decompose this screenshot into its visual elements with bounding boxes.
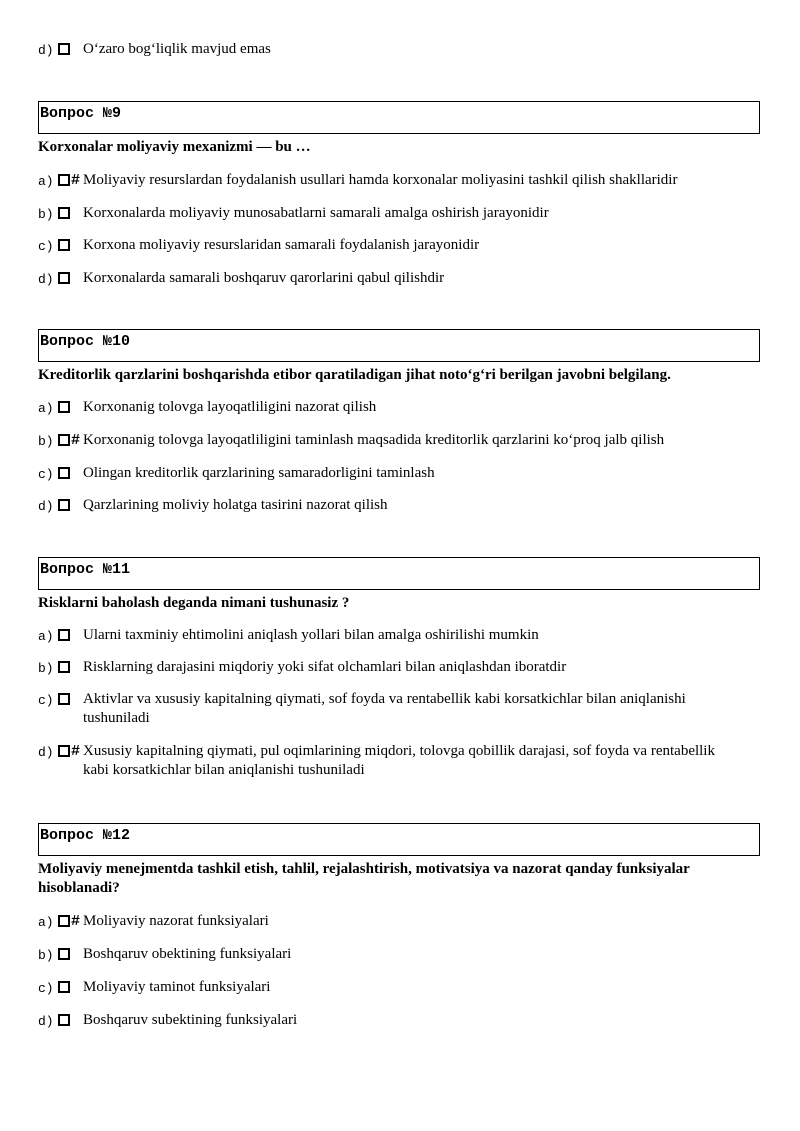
question-header xyxy=(38,823,760,856)
question-number: Вопрос №12 xyxy=(40,827,131,844)
checkbox-icon[interactable] xyxy=(58,661,70,673)
option-text: Risklarning darajasini miqdoriy yoki sifat olchamlari bilan aniqlashdan iboratdir xyxy=(83,659,567,675)
checkbox-icon[interactable] xyxy=(58,1014,70,1026)
option-text: Korxonanig tolovga layoqatliligini nazorat qilish xyxy=(83,399,377,415)
option-letter: b) xyxy=(38,434,54,449)
question-header xyxy=(38,329,760,362)
question-text: Kreditorlik qarzlarini boshqarishda etibor qaratiladigan jihat noto‘g‘ri berilgan javobni belgilang. xyxy=(38,367,671,383)
checkbox-icon[interactable] xyxy=(58,174,70,186)
checkbox-icon[interactable] xyxy=(58,629,70,641)
question-text: Moliyaviy menejmentda tashkil etish, tahlil, rejalashtirish, motivatsiya va nazorat qanday funksiyalar hisoblanadi? xyxy=(38,861,690,896)
checkbox-icon[interactable] xyxy=(58,981,70,993)
question-number: Вопрос №11 xyxy=(40,561,131,578)
option-letter: a) xyxy=(38,174,54,189)
option-text: Aktivlar va xususiy kapitalning qiymati, sof foyda va rentabellik kabi korsatkichlar bilan aniqlanishi tushuniladi xyxy=(83,691,686,726)
option-letter: c) xyxy=(38,239,54,254)
option-text: Korxonalarda samarali boshqaruv qarorlarini qabul qilishdir xyxy=(83,270,445,286)
question-header xyxy=(38,557,760,590)
option-text: Korxonalarda moliyaviy munosabatlarni samarali amalga oshirish jarayonidir xyxy=(83,205,549,221)
option-letter: a) xyxy=(38,629,54,644)
question-header xyxy=(38,101,760,134)
correct-mark: # xyxy=(71,432,81,449)
checkbox-icon[interactable] xyxy=(58,207,70,219)
correct-mark: # xyxy=(71,743,81,760)
option-letter: d) xyxy=(38,272,54,287)
option-text: Moliyaviy nazorat funksiyalari xyxy=(83,913,269,929)
checkbox-icon[interactable] xyxy=(58,434,70,446)
correct-mark: # xyxy=(71,913,81,930)
option-letter: c) xyxy=(38,981,54,996)
question-number: Вопрос №10 xyxy=(40,333,131,350)
option-letter: d) xyxy=(38,1014,54,1029)
option-letter: b) xyxy=(38,207,54,222)
checkbox-icon[interactable] xyxy=(58,948,70,960)
checkbox-icon[interactable] xyxy=(58,499,70,511)
option-text: Boshqaruv obektining funksiyalari xyxy=(83,946,292,962)
option-letter: a) xyxy=(38,401,54,416)
option-text: Olingan kreditorlik qarzlarining samaradorligini taminlash xyxy=(83,465,435,481)
option-letter: b) xyxy=(38,661,54,676)
option-text: Korxona moliyaviy resurslaridan samarali foydalanish jarayonidir xyxy=(83,237,480,253)
option-text: Korxonanig tolovga layoqatliligini taminlash maqsadida kreditorlik qarzlarini ko‘proq jalb qilish xyxy=(83,432,665,448)
checkbox-icon[interactable] xyxy=(58,239,70,251)
checkbox-icon[interactable] xyxy=(58,467,70,479)
option-letter: c) xyxy=(38,693,54,708)
option-text: Boshqaruv subektining funksiyalari xyxy=(83,1012,298,1028)
option-text: Xususiy kapitalning qiymati, pul oqimlarining miqdori, tolovga qobillik darajasi, sof foyda va rentabellik kabi korsatkichlar bilan aniqlanishi tushuniladi xyxy=(83,743,715,778)
option-letter: d) xyxy=(38,499,54,514)
option-letter: c) xyxy=(38,467,54,482)
option-text: Moliyaviy resurslardan foydalanish usullari hamda korxonalar moliyasini tashkil qilish shakllaridir xyxy=(83,172,678,188)
question-text: Risklarni baholash deganda nimani tushunasiz ? xyxy=(38,595,350,611)
option-letter: b) xyxy=(38,948,54,963)
checkbox-icon[interactable] xyxy=(58,43,70,55)
checkbox-icon[interactable] xyxy=(58,745,70,757)
option-text: Ularni taxminiy ehtimolini aniqlash yollari bilan amalga oshirilishi mumkin xyxy=(83,627,539,643)
question-text: Korxonalar moliyaviy mexanizmi — bu … xyxy=(38,139,311,155)
option-text: Qarzlarining moliviy holatga tasirini nazorat qilish xyxy=(83,497,388,513)
option-letter: d) xyxy=(38,745,54,760)
checkbox-icon[interactable] xyxy=(58,401,70,413)
option-letter: a) xyxy=(38,915,54,930)
option-letter: d) xyxy=(38,43,54,58)
checkbox-icon[interactable] xyxy=(58,693,70,705)
question-number: Вопрос №9 xyxy=(40,105,122,122)
correct-mark: # xyxy=(71,172,81,189)
option-text: O‘zaro bog‘liqlik mavjud emas xyxy=(83,41,271,57)
checkbox-icon[interactable] xyxy=(58,915,70,927)
option-text: Moliyaviy taminot funksiyalari xyxy=(83,979,271,995)
checkbox-icon[interactable] xyxy=(58,272,70,284)
